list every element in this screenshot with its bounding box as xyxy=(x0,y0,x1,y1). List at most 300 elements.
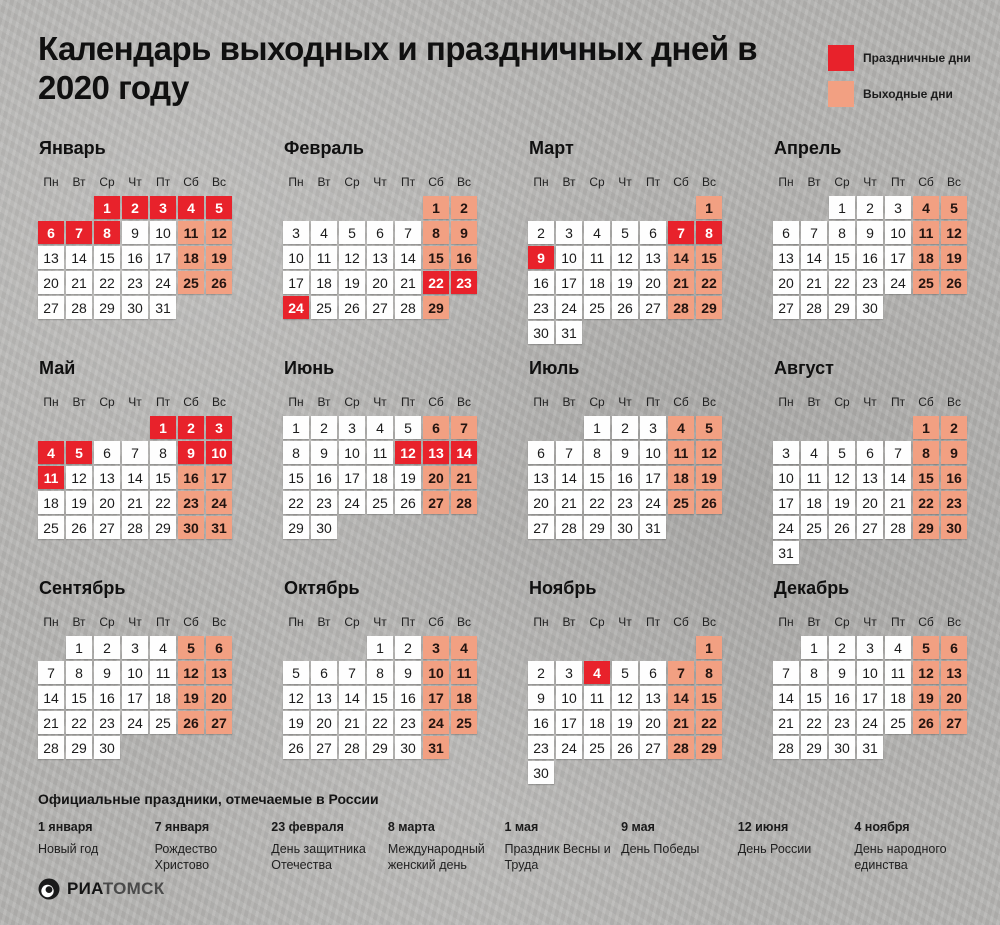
empty-cell xyxy=(857,416,883,439)
day-cell: 13 xyxy=(367,246,393,269)
day-cell: 21 xyxy=(395,271,421,294)
day-cell: 1 xyxy=(829,196,855,219)
weekday-label: Ср xyxy=(99,394,115,409)
day-cell: 18 xyxy=(584,711,610,734)
weekday-label: Пт xyxy=(155,614,171,629)
empty-cell xyxy=(556,416,582,439)
weekday-label: Вс xyxy=(456,394,471,409)
day-cell: 10 xyxy=(556,686,582,709)
day-cell: 23 xyxy=(829,711,855,734)
official-holiday-item xyxy=(388,820,497,874)
empty-cell xyxy=(668,196,694,219)
weekday-label: Чт xyxy=(863,174,877,189)
day-cell: 11 xyxy=(311,246,337,269)
weekday-header-row xyxy=(283,614,479,629)
day-cell: 31 xyxy=(640,516,666,539)
day-cell: 28 xyxy=(451,491,477,514)
day-cell: 1 xyxy=(283,416,309,439)
day-cell: 19 xyxy=(283,711,309,734)
day-cell: 20 xyxy=(94,491,120,514)
weekday-label: Вт xyxy=(562,614,576,629)
day-cell: 16 xyxy=(528,711,554,734)
weekday-label: Ср xyxy=(589,614,605,629)
day-cell: 25 xyxy=(38,516,64,539)
day-cell: 25 xyxy=(913,271,939,294)
day-cell: 19 xyxy=(913,686,939,709)
official-holiday-name: День народного единства xyxy=(854,842,947,873)
day-cell: 14 xyxy=(801,246,827,269)
day-cell: 30 xyxy=(941,516,967,539)
legend-label: Праздничные дни xyxy=(863,50,971,65)
official-holiday-date: 1 мая xyxy=(504,820,539,834)
day-cell: 11 xyxy=(801,466,827,489)
weekday-label: Сб xyxy=(183,394,199,409)
day-cell: 10 xyxy=(885,221,911,244)
month-9 xyxy=(38,578,234,798)
day-cell: 7 xyxy=(885,441,911,464)
day-cell: 10 xyxy=(556,246,582,269)
day-cell: 24 xyxy=(339,491,365,514)
day-cell: 31 xyxy=(423,736,449,759)
day-cell: 1 xyxy=(584,416,610,439)
official-holiday-date: 7 января xyxy=(154,820,210,834)
day-cell: 19 xyxy=(178,686,204,709)
day-cell: 1 xyxy=(150,416,176,439)
weekday-label: Вт xyxy=(807,394,821,409)
day-cell: 14 xyxy=(773,686,799,709)
day-cell: 14 xyxy=(556,466,582,489)
day-cell: 25 xyxy=(584,296,610,319)
weekday-label: Вт xyxy=(562,394,576,409)
month-7 xyxy=(528,358,724,578)
weekday-label: Вт xyxy=(317,394,331,409)
day-cell: 21 xyxy=(339,711,365,734)
day-cell: 29 xyxy=(913,516,939,539)
day-cell: 25 xyxy=(885,711,911,734)
day-cell: 1 xyxy=(696,636,722,659)
day-cell: 10 xyxy=(283,246,309,269)
day-cell: 15 xyxy=(584,466,610,489)
day-cell: 22 xyxy=(283,491,309,514)
weekday-label: Пн xyxy=(778,394,794,409)
day-cell: 6 xyxy=(640,661,666,684)
day-cell: 4 xyxy=(38,441,64,464)
empty-cell xyxy=(801,196,827,219)
day-cell: 14 xyxy=(451,441,477,464)
month-title: Март xyxy=(529,138,574,158)
day-grid xyxy=(528,196,724,344)
weekday-header-row xyxy=(528,394,724,409)
day-cell: 2 xyxy=(311,416,337,439)
weekday-label: Ср xyxy=(344,394,360,409)
day-cell: 29 xyxy=(584,516,610,539)
day-cell: 5 xyxy=(395,416,421,439)
day-cell: 28 xyxy=(801,296,827,319)
day-cell: 3 xyxy=(283,221,309,244)
day-cell: 23 xyxy=(451,271,477,294)
day-grid xyxy=(38,636,234,759)
day-cell: 18 xyxy=(584,271,610,294)
day-cell: 26 xyxy=(829,516,855,539)
month-8 xyxy=(773,358,969,578)
day-cell: 31 xyxy=(857,736,883,759)
day-cell: 21 xyxy=(773,711,799,734)
day-cell: 11 xyxy=(668,441,694,464)
day-cell: 26 xyxy=(941,271,967,294)
legend-item-holidays xyxy=(828,44,971,71)
day-cell: 17 xyxy=(122,686,148,709)
day-cell: 22 xyxy=(367,711,393,734)
day-cell: 6 xyxy=(38,221,64,244)
day-cell: 25 xyxy=(150,711,176,734)
official-holidays-list xyxy=(38,820,963,874)
weekday-header-row xyxy=(528,174,724,189)
weekday-label: Сб xyxy=(673,174,689,189)
day-cell: 29 xyxy=(283,516,309,539)
weekday-label: Вс xyxy=(211,394,226,409)
day-cell: 1 xyxy=(423,196,449,219)
day-cell: 6 xyxy=(640,221,666,244)
weekday-label: Пн xyxy=(533,394,549,409)
day-cell: 28 xyxy=(885,516,911,539)
day-cell: 15 xyxy=(696,686,722,709)
day-cell: 8 xyxy=(367,661,393,684)
empty-cell xyxy=(528,196,554,219)
weekday-label: Ср xyxy=(834,174,850,189)
day-cell: 19 xyxy=(66,491,92,514)
day-cell: 30 xyxy=(94,736,120,759)
day-cell: 15 xyxy=(801,686,827,709)
weekday-label: Сб xyxy=(428,614,444,629)
weekday-label: Сб xyxy=(183,614,199,629)
day-cell: 3 xyxy=(885,196,911,219)
day-cell: 30 xyxy=(857,296,883,319)
empty-cell xyxy=(584,196,610,219)
day-cell: 29 xyxy=(696,736,722,759)
weekday-label: Вт xyxy=(807,174,821,189)
day-cell: 29 xyxy=(367,736,393,759)
empty-cell xyxy=(556,196,582,219)
day-cell: 22 xyxy=(913,491,939,514)
day-cell: 19 xyxy=(612,271,638,294)
day-cell: 27 xyxy=(423,491,449,514)
weekday-label: Чт xyxy=(128,394,142,409)
day-cell: 20 xyxy=(206,686,232,709)
weekday-label: Сб xyxy=(673,394,689,409)
day-cell: 2 xyxy=(857,196,883,219)
day-cell: 12 xyxy=(829,466,855,489)
day-grid xyxy=(773,636,969,759)
day-cell: 25 xyxy=(801,516,827,539)
day-cell: 6 xyxy=(94,441,120,464)
day-cell: 3 xyxy=(206,416,232,439)
weekday-header-row xyxy=(773,394,969,409)
empty-cell xyxy=(311,196,337,219)
day-cell: 21 xyxy=(668,711,694,734)
month-5 xyxy=(38,358,234,578)
day-cell: 9 xyxy=(451,221,477,244)
day-cell: 10 xyxy=(339,441,365,464)
day-cell: 26 xyxy=(339,296,365,319)
day-cell: 8 xyxy=(66,661,92,684)
day-cell: 1 xyxy=(913,416,939,439)
day-cell: 14 xyxy=(668,686,694,709)
day-cell: 18 xyxy=(150,686,176,709)
empty-cell xyxy=(528,416,554,439)
weekday-label: Пт xyxy=(155,394,171,409)
day-cell: 13 xyxy=(528,466,554,489)
day-cell: 29 xyxy=(801,736,827,759)
day-cell: 16 xyxy=(528,271,554,294)
day-cell: 13 xyxy=(311,686,337,709)
empty-cell xyxy=(668,636,694,659)
official-holiday-name: День Победы xyxy=(621,842,700,856)
day-cell: 16 xyxy=(122,246,148,269)
day-cell: 23 xyxy=(612,491,638,514)
day-cell: 5 xyxy=(339,221,365,244)
day-grid xyxy=(38,196,234,319)
empty-cell xyxy=(283,196,309,219)
day-cell: 9 xyxy=(829,661,855,684)
day-cell: 20 xyxy=(423,466,449,489)
day-cell: 16 xyxy=(94,686,120,709)
month-11 xyxy=(528,578,724,798)
day-cell: 15 xyxy=(423,246,449,269)
day-cell: 31 xyxy=(773,541,799,564)
empty-cell xyxy=(66,196,92,219)
month-title: Июнь xyxy=(284,358,335,378)
day-cell: 5 xyxy=(66,441,92,464)
day-cell: 13 xyxy=(206,661,232,684)
day-cell: 15 xyxy=(696,246,722,269)
day-cell: 9 xyxy=(612,441,638,464)
day-cell: 20 xyxy=(857,491,883,514)
official-holiday-date: 4 ноября xyxy=(854,820,910,834)
weekday-label: Пн xyxy=(533,174,549,189)
official-holidays-section xyxy=(38,791,963,874)
official-holiday-date: 1 января xyxy=(38,820,93,834)
day-cell: 29 xyxy=(150,516,176,539)
day-cell: 20 xyxy=(773,271,799,294)
day-cell: 7 xyxy=(38,661,64,684)
weekday-label: Пн xyxy=(43,614,59,629)
day-cell: 13 xyxy=(38,246,64,269)
day-cell: 18 xyxy=(885,686,911,709)
day-cell: 17 xyxy=(773,491,799,514)
weekday-label: Вс xyxy=(946,174,961,189)
day-cell: 6 xyxy=(941,636,967,659)
weekday-label: Ср xyxy=(834,394,850,409)
day-cell: 12 xyxy=(66,466,92,489)
empty-cell xyxy=(773,196,799,219)
day-cell: 29 xyxy=(66,736,92,759)
month-title: Июль xyxy=(529,358,580,378)
day-cell: 23 xyxy=(311,491,337,514)
day-cell: 26 xyxy=(612,296,638,319)
day-cell: 20 xyxy=(38,271,64,294)
day-cell: 4 xyxy=(451,636,477,659)
day-cell: 14 xyxy=(66,246,92,269)
weekday-label: Пт xyxy=(890,614,906,629)
day-cell: 9 xyxy=(941,441,967,464)
day-cell: 22 xyxy=(801,711,827,734)
day-cell: 8 xyxy=(423,221,449,244)
day-cell: 9 xyxy=(178,441,204,464)
weekday-label: Вт xyxy=(317,614,331,629)
weekday-header-row xyxy=(773,614,969,629)
weekday-label: Чт xyxy=(128,614,142,629)
weekday-label: Ср xyxy=(344,174,360,189)
weekday-label: Чт xyxy=(373,394,387,409)
day-cell: 4 xyxy=(311,221,337,244)
months-grid xyxy=(38,138,969,798)
day-cell: 13 xyxy=(941,661,967,684)
official-holiday-item xyxy=(155,820,264,874)
empty-cell xyxy=(612,196,638,219)
day-cell: 18 xyxy=(668,466,694,489)
day-cell: 10 xyxy=(857,661,883,684)
weekday-label: Сб xyxy=(918,174,934,189)
day-cell: 3 xyxy=(556,661,582,684)
day-cell: 24 xyxy=(150,271,176,294)
weekday-label: Пн xyxy=(288,174,304,189)
official-holiday-item xyxy=(854,820,963,874)
day-cell: 11 xyxy=(584,246,610,269)
day-cell: 2 xyxy=(395,636,421,659)
day-cell: 23 xyxy=(94,711,120,734)
day-cell: 28 xyxy=(556,516,582,539)
day-cell: 22 xyxy=(696,271,722,294)
weekday-label: Чт xyxy=(618,394,632,409)
day-cell: 1 xyxy=(66,636,92,659)
day-cell: 27 xyxy=(640,296,666,319)
day-cell: 10 xyxy=(206,441,232,464)
day-cell: 17 xyxy=(556,271,582,294)
day-grid xyxy=(283,196,479,319)
weekday-label: Чт xyxy=(618,614,632,629)
day-cell: 4 xyxy=(584,661,610,684)
day-cell: 6 xyxy=(773,221,799,244)
day-grid xyxy=(283,636,479,759)
day-cell: 21 xyxy=(66,271,92,294)
empty-cell xyxy=(773,416,799,439)
day-cell: 8 xyxy=(801,661,827,684)
official-holiday-name: Праздник Весны и Труда xyxy=(504,842,611,873)
day-cell: 23 xyxy=(528,296,554,319)
official-holidays-title: Официальные праздники, отмечаемые в России xyxy=(38,791,379,807)
day-cell: 5 xyxy=(913,636,939,659)
weekday-header-row xyxy=(38,174,234,189)
weekday-label: Пт xyxy=(890,174,906,189)
day-cell: 30 xyxy=(178,516,204,539)
day-cell: 30 xyxy=(829,736,855,759)
weekday-label: Вт xyxy=(72,614,86,629)
day-cell: 7 xyxy=(451,416,477,439)
day-cell: 9 xyxy=(857,221,883,244)
day-cell: 6 xyxy=(528,441,554,464)
day-cell: 18 xyxy=(178,246,204,269)
day-cell: 19 xyxy=(339,271,365,294)
month-title: Декабрь xyxy=(774,578,850,598)
day-cell: 15 xyxy=(150,466,176,489)
weekday-header-row xyxy=(528,614,724,629)
day-cell: 12 xyxy=(696,441,722,464)
ria-logo-icon xyxy=(38,878,60,900)
day-cell: 22 xyxy=(829,271,855,294)
day-cell: 14 xyxy=(122,466,148,489)
day-cell: 24 xyxy=(556,736,582,759)
day-cell: 13 xyxy=(640,246,666,269)
day-cell: 26 xyxy=(66,516,92,539)
day-cell: 24 xyxy=(283,296,309,319)
day-cell: 24 xyxy=(206,491,232,514)
weekday-label: Пн xyxy=(43,174,59,189)
day-cell: 11 xyxy=(451,661,477,684)
official-holiday-item xyxy=(738,820,847,874)
day-cell: 4 xyxy=(150,636,176,659)
official-holiday-name: День защитника Отечества xyxy=(271,842,366,873)
day-grid xyxy=(773,416,969,564)
day-cell: 14 xyxy=(38,686,64,709)
empty-cell xyxy=(311,636,337,659)
day-cell: 3 xyxy=(150,196,176,219)
day-cell: 8 xyxy=(696,661,722,684)
day-cell: 3 xyxy=(339,416,365,439)
empty-cell xyxy=(367,196,393,219)
weekday-label: Вт xyxy=(562,174,576,189)
weekday-label: Ср xyxy=(99,614,115,629)
day-cell: 19 xyxy=(829,491,855,514)
official-holiday-date: 9 мая xyxy=(621,820,655,834)
weekday-label: Ср xyxy=(834,614,850,629)
month-title: Февраль xyxy=(284,138,364,158)
day-cell: 25 xyxy=(584,736,610,759)
day-cell: 29 xyxy=(696,296,722,319)
day-cell: 17 xyxy=(283,271,309,294)
day-cell: 17 xyxy=(857,686,883,709)
month-6 xyxy=(283,358,479,578)
day-cell: 28 xyxy=(395,296,421,319)
day-cell: 18 xyxy=(38,491,64,514)
day-cell: 20 xyxy=(311,711,337,734)
day-cell: 8 xyxy=(696,221,722,244)
day-cell: 5 xyxy=(941,196,967,219)
day-cell: 26 xyxy=(395,491,421,514)
weekday-label: Пт xyxy=(400,614,416,629)
day-cell: 22 xyxy=(696,711,722,734)
empty-cell xyxy=(885,416,911,439)
holiday-color-swatch xyxy=(828,45,854,71)
weekday-label: Сб xyxy=(428,174,444,189)
day-cell: 24 xyxy=(885,271,911,294)
day-cell: 4 xyxy=(913,196,939,219)
day-cell: 18 xyxy=(801,491,827,514)
month-title: Сентябрь xyxy=(39,578,126,598)
day-cell: 3 xyxy=(857,636,883,659)
day-cell: 7 xyxy=(773,661,799,684)
day-cell: 21 xyxy=(451,466,477,489)
weekday-label: Чт xyxy=(373,614,387,629)
day-cell: 16 xyxy=(612,466,638,489)
empty-cell xyxy=(773,636,799,659)
official-holiday-date: 12 июня xyxy=(737,820,789,834)
day-cell: 6 xyxy=(857,441,883,464)
day-cell: 10 xyxy=(773,466,799,489)
day-cell: 16 xyxy=(178,466,204,489)
day-cell: 5 xyxy=(696,416,722,439)
legend-label: Выходные дни xyxy=(863,86,953,101)
day-cell: 21 xyxy=(38,711,64,734)
